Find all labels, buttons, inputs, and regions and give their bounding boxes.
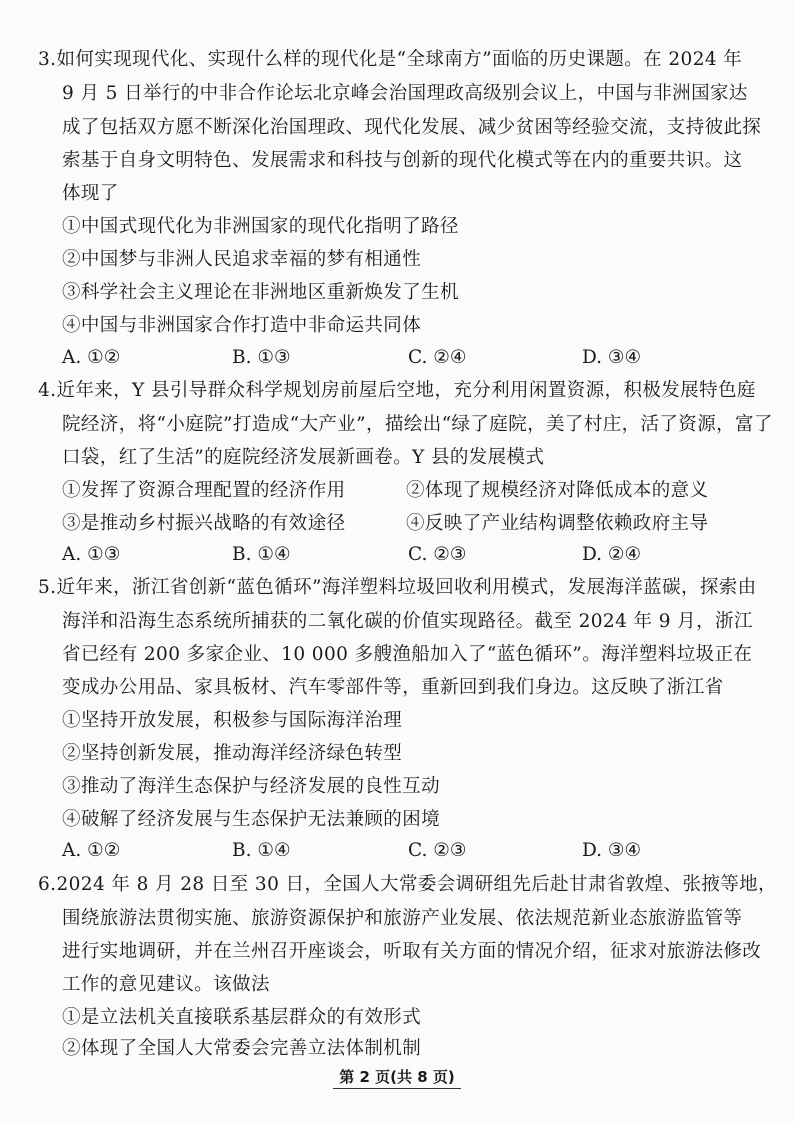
q5-choice-b: B. ①④ — [232, 840, 291, 861]
q4-choices — [62, 542, 762, 568]
q4-option-4: ④反映了产业结构调整依赖政府主导 — [406, 513, 709, 534]
q5-stem-line-4: 变成办公用品、家具板材、汽车零部件等，重新回到我们身边。这反映了浙江省 — [62, 677, 724, 698]
page-number-label: 第 2 页(共 8 页) — [333, 1066, 460, 1089]
q3-choice-a: A. ①② — [62, 347, 121, 368]
q6-option-1: ①是立法机关直接联系基层群众的有效形式 — [62, 1007, 422, 1028]
q4-option-1: ①发挥了资源合理配置的经济作用 — [62, 480, 346, 501]
q5-stem-line-3: 省已经有 200 多家企业、10 000 多艘渔船加入了“蓝色循环”。海洋塑料垃圾正在 — [62, 644, 753, 665]
q5-option-1: ①坚持开放发展，积极参与国际海洋治理 — [62, 710, 403, 731]
q6-option-2: ②体现了全国人大常委会完善立法体制机制 — [62, 1038, 422, 1059]
q4-choice-a: A. ①③ — [62, 544, 121, 565]
page-footer — [0, 1066, 794, 1089]
q5-choice-c: C. ②③ — [408, 840, 467, 861]
q4-stem-line-3: 口袋，红了生活”的庭院经济发展新画卷。Y 县的发展模式 — [62, 447, 545, 468]
q5-stem-line-1: 5.近年来，浙江省创新“蓝色循环”海洋塑料垃圾回收利用模式，发展海洋蓝碳，探索由 — [38, 577, 757, 598]
q4-option-3: ③是推动乡村振兴战略的有效途径 — [62, 513, 346, 534]
q4-choice-b: B. ①④ — [232, 544, 291, 565]
q5-option-2: ②坚持创新发展，推动海洋经济绿色转型 — [62, 743, 403, 764]
q6-stem-line-1: 6.2024 年 8 月 28 日至 30 日，全国人大常委会调研组先后赴甘肃省敦煌、张掖等地， — [38, 874, 777, 895]
q3-choice-b: B. ①③ — [232, 347, 291, 368]
q3-option-3: ③科学社会主义理论在非洲地区重新焕发了生机 — [62, 282, 459, 303]
q5-option-4: ④破解了经济发展与生态保护无法兼顾的困境 — [62, 809, 441, 830]
q3-stem-line-2: 9 月 5 日举行的中非合作论坛北京峰会治国理政高级别会议上，中国与非洲国家达 — [62, 83, 748, 104]
q3-stem-line-3: 成了包括双方愿不断深化治国理政、现代化发展、减少贫困等经验交流，支持彼此探 — [62, 117, 762, 138]
q5-choice-d: D. ③④ — [582, 840, 642, 861]
q6-stem-line-2: 围绕旅游法贯彻实施、旅游资源保护和旅游产业发展、依法规范新业态旅游监管等 — [62, 908, 743, 929]
q5-stem-line-2: 海洋和沿海生态系统所捕获的二氧化碳的价值实现路径。截至 2024 年 9 月，浙江 — [62, 611, 753, 632]
q3-stem-line-4: 索基于自身文明特色、发展需求和科技与创新的现代化模式等在内的重要共识。这 — [62, 150, 743, 171]
q4-stem-line-2: 院经济，将“小庭院”打造成“大产业”，描绘出“绿了庭院，美了村庄，活了资源，富了 — [62, 414, 773, 435]
q4-option-2: ②体现了规模经济对降低成本的意义 — [406, 480, 709, 501]
q3-option-2: ②中国梦与非洲人民追求幸福的梦有相通性 — [62, 249, 422, 270]
q4-stem-line-1: 4.近年来，Y 县引导群众科学规划房前屋后空地，充分利用闲置资源，积极发展特色庭 — [38, 380, 756, 401]
q6-stem-line-3: 进行实地调研，并在兰州召开座谈会，听取有关方面的情况介绍，征求对旅游法修改 — [62, 941, 762, 962]
q4-choice-c: C. ②③ — [408, 544, 467, 565]
q3-stem-line-1: 3.如何实现现代化、实现什么样的现代化是“全球南方”面临的历史课题。在 2024 年 — [38, 49, 743, 70]
q3-choices — [62, 345, 762, 371]
q3-choice-d: D. ③④ — [582, 347, 642, 368]
q5-choice-a: A. ①② — [62, 840, 121, 861]
q5-choices — [62, 838, 762, 864]
q3-option-1: ①中国式现代化为非洲国家的现代化指明了路径 — [62, 216, 459, 237]
q6-stem-line-4: 工作的意见建议。该做法 — [62, 974, 270, 995]
q3-stem-line-5: 体现了 — [62, 183, 119, 204]
q4-options-row-2 — [62, 511, 762, 537]
q4-options-row-1 — [62, 478, 762, 504]
q3-choice-c: C. ②④ — [408, 347, 467, 368]
q4-choice-d: D. ②④ — [582, 544, 642, 565]
q3-option-4: ④中国与非洲国家合作打造中非命运共同体 — [62, 315, 422, 336]
q5-option-3: ③推动了海洋生态保护与经济发展的良性互动 — [62, 776, 441, 797]
